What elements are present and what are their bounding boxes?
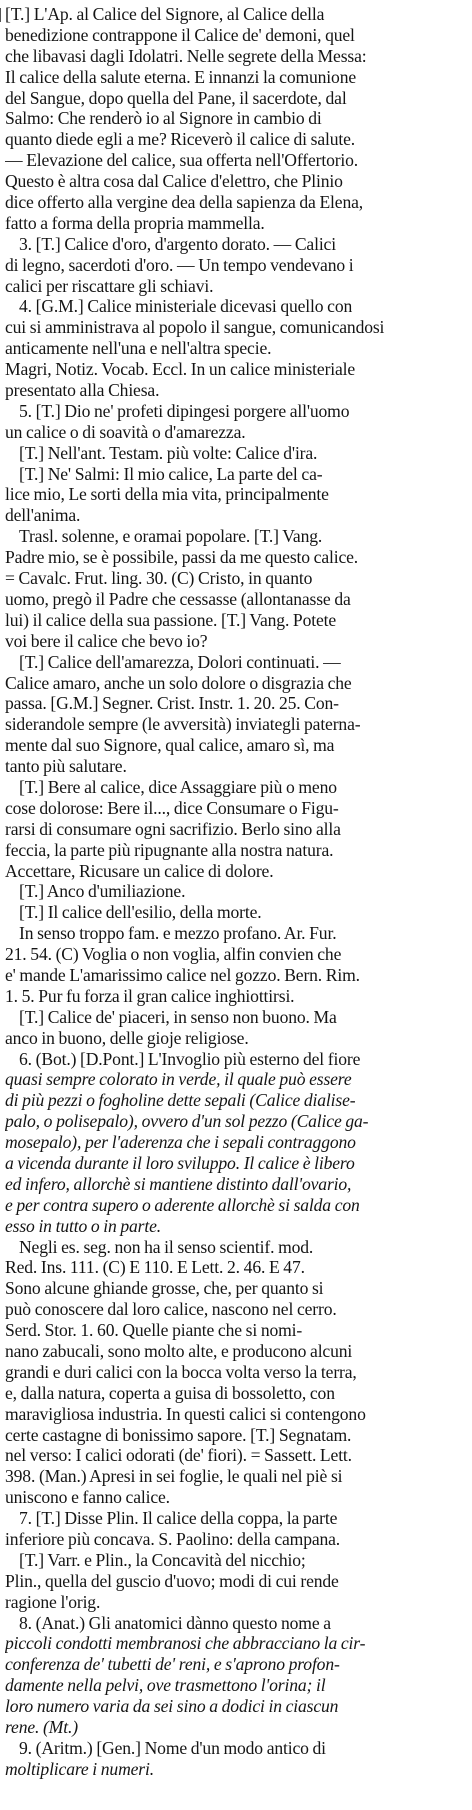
- text-line: lice mio, Le sorti della mia vita, principalmente: [5, 484, 329, 505]
- margin-mark: [0, 8, 1, 22]
- text-line: di legno, sacerdoti d'oro. — Un tempo vendevano i: [5, 254, 354, 275]
- text-line: [T.] L'Ap. al Calice del Signore, al Calice della: [5, 4, 325, 24]
- text-line: del Sangue, dopo quella del Pane, il sacerdote, dal: [5, 87, 347, 108]
- paragraph-p-9: [5, 1738, 468, 1780]
- text-line: feccia, la parte più ripugnante alla nostra natura.: [5, 839, 334, 860]
- text-line: damente nella pelvi, ove trasmettono l'orina; il: [5, 1675, 326, 1696]
- text-line: dell'anima.: [5, 505, 81, 526]
- text-line: maravigliosa industria. In questi calici si contengono: [5, 1403, 366, 1424]
- text-line: Sono alcune ghiande grosse, che, per quanto si: [5, 1278, 324, 1299]
- paragraph-p-8: [5, 1613, 468, 1738]
- text-line: moltiplicare i numeri.: [5, 1758, 154, 1779]
- text-line: 7. [T.] Disse Plin. Il calice della coppa, la parte: [19, 1508, 338, 1529]
- text-line: nano zabucali, sono molto alte, e producono alcuni: [5, 1341, 353, 1361]
- text-line: di più pezzi o fogholine dette sepali (Calice dialise-: [5, 1090, 356, 1111]
- text-line: può conoscere dal loro calice, nascono nel cerro.: [5, 1299, 337, 1320]
- text-line: lui) il calice della sua passione. [T.] Vang. Potete: [5, 609, 337, 630]
- text-line: passa. [G.M.] Segner. Crist. Instr. 1. 20. 25. Con-: [5, 693, 339, 714]
- text-line: cose dolorose: Bere il..., dice Consumare o Figu-: [5, 797, 339, 818]
- text-line: Accettare, Ricusare un calice di dolore.: [5, 860, 274, 881]
- text-line: inferiore più concava. S. Paolino: della campana.: [5, 1529, 341, 1550]
- paragraph-p-amarezza: [5, 652, 468, 777]
- text-line: rene. (Mt.): [5, 1717, 78, 1738]
- text-line: e, dalla natura, coperta a guisa di bossoletto, con: [5, 1382, 335, 1403]
- text-line: [T.] Calice dell'amarezza, Dolori continuati. —: [19, 651, 341, 672]
- text-line: Serd. Stor. 1. 60. Quelle piante che si nomi-: [5, 1320, 303, 1341]
- paragraph-p-3: [5, 234, 468, 297]
- text-line: presentato alla Chiesa.: [5, 380, 160, 401]
- text-line: 21. 54. (C) Voglia o non voglia, alfin convien che: [5, 944, 342, 965]
- text-line: Magri, Notiz. Vocab. Eccl. In un calice ministeriale: [5, 359, 356, 380]
- text-line: uniscono e fanno calice.: [5, 1487, 170, 1508]
- text-line: palo, o polisepalo), ovvero d'un sol pezzo (Calice ga-: [5, 1111, 369, 1132]
- text-line: Red. Ins. 111. (C) E 110. E Lett. 2. 46. E 47.: [5, 1257, 305, 1278]
- text-line: Salmo: Che renderò io al Signore in cambio di: [5, 108, 322, 129]
- text-line: benedizione contrappone il Calice de' demoni, quel: [5, 24, 355, 45]
- text-line: Plin., quella del guscio d'uovo; modi di cui rende: [5, 1570, 339, 1591]
- paragraph-p-negli: [5, 1237, 468, 1509]
- text-line: quasi sempre colorato in verde, il quale può essere: [5, 1069, 352, 1090]
- text-line: anco in buono, delle gioje religiose.: [5, 1027, 249, 1048]
- text-line: 9. (Aritm.) [Gen.] Nome d'un modo antico di: [19, 1737, 326, 1758]
- text-line: siderandole sempre (le avversità) inviategli paterna-: [5, 714, 361, 735]
- paragraph-p-umil: [5, 881, 468, 1048]
- text-line: che libavasi dagli Idolatri. Nelle segrete della Messa:: [5, 45, 367, 66]
- paragraph-p-6: [5, 1049, 468, 1237]
- text-line: In senso troppo fam. e mezzo profano. Ar. Fur.: [19, 923, 337, 944]
- paragraph-p-5: [5, 401, 468, 526]
- text-line: 4. [G.M.] Calice ministeriale dicevasi quello con: [19, 296, 353, 317]
- text-line: Padre mio, se è possibile, passi da me questo calice.: [5, 547, 359, 568]
- text-line: ragione l'orig.: [5, 1591, 101, 1612]
- text-line: Il calice della salute eterna. E innanzi la comunione: [5, 66, 356, 87]
- text-line: rarsi di consumare ogni sacrifizio. Berlo sino alla: [5, 818, 341, 839]
- text-line: esso in tutto o in parte.: [5, 1215, 162, 1236]
- text-line: certe castagne di bonissimo sapore. [T.] Segnatam.: [5, 1424, 352, 1445]
- paragraph-p-trasl: [5, 526, 468, 651]
- text-line: 1. 5. Pur fu forza il gran calice inghiottirsi.: [5, 985, 295, 1006]
- text-line: e' mande L'amarissimo calice nel gozzo. Bern. Rim.: [5, 964, 360, 985]
- text-line: [T.] Il calice dell'esilio, della morte.: [19, 902, 262, 923]
- text-line: loro numero varia da sei sino a dodici in ciascun: [5, 1696, 339, 1717]
- text-line: ed infero, allorchè si mantiene distinto dall'ovario,: [5, 1173, 352, 1194]
- text-line: = Cavalc. Frut. ling. 30. (C) Cristo, in quanto: [5, 568, 313, 589]
- text-line: a vicenda durante il loro sviluppo. Il calice è libero: [5, 1152, 355, 1173]
- text-line: — Elevazione del calice, sua offerta nell'Offertorio.: [5, 150, 359, 171]
- paragraph-p-7: [5, 1508, 468, 1612]
- text-line: conferenza de' tubetti de' reni, e s'aprono profon-: [5, 1654, 340, 1675]
- text-line: nel verso: I calici odorati (de' fiori). = Sassett. Lett.: [5, 1445, 352, 1466]
- text-line: voi bere il calice che bevo io?: [5, 630, 208, 651]
- text-line: Negli es. seg. non ha il senso scientif. mod.: [19, 1236, 314, 1257]
- text-line: [T.] Varr. e Plin., la Concavità del nicchio;: [19, 1549, 306, 1570]
- text-line: 6. (Bot.) [D.Pont.] L'Invoglio più esterno del fiore: [19, 1048, 361, 1069]
- paragraph-p-intro: [5, 4, 468, 234]
- text-line: un calice o di soavità o d'amarezza.: [5, 421, 246, 442]
- paragraph-p-4: [5, 296, 468, 400]
- text-line: piccoli condotti membranosi che abbracciano la cir-: [5, 1633, 366, 1654]
- paragraph-p-bere: [5, 777, 468, 881]
- text-line: calici per riscattare gli schiavi.: [5, 275, 214, 296]
- text-line: quanto diede egli a me? Riceverò il calice di salute.: [5, 129, 356, 150]
- text-line: 3. [T.] Calice d'oro, d'argento dorato. — Calici: [19, 233, 336, 254]
- text-line: 5. [T.] Dio ne' profeti dipingesi porgere all'uomo: [19, 400, 350, 421]
- text-line: [T.] Ne' Salmi: Il mio calice, La parte del ca-: [19, 463, 323, 484]
- text-line: mosepalo), per l'aderenza che i sepali contraggono: [5, 1132, 356, 1153]
- text-line: [T.] Anco d'umiliazione.: [19, 881, 186, 902]
- text-line: 8. (Anat.) Gli anatomici dànno questo nome a: [19, 1612, 331, 1633]
- text-line: Trasl. solenne, e oramai popolare. [T.] Vang.: [19, 526, 323, 547]
- text-line: [T.] Bere al calice, dice Assaggiare più o meno: [19, 776, 337, 797]
- text-line: fatto a forma della propria mammella.: [5, 212, 265, 233]
- text-line: 398. (Man.) Apresi in sei foglie, le quali nel piè si: [5, 1466, 343, 1487]
- text-line: [T.] Calice de' piaceri, in senso non buono. Ma: [19, 1006, 337, 1027]
- text-line: [T.] Nell'ant. Testam. più volte: Calice d'ira.: [19, 442, 318, 463]
- text-line: Questo è altra cosa dal Calice d'elettro, che Plinio: [5, 171, 343, 192]
- text-line: Calice amaro, anche un solo dolore o disgrazia che: [5, 672, 352, 693]
- text-line: e per contra supero o aderente allorchè si salda con: [5, 1194, 360, 1215]
- text-line: mente dal suo Signore, qual calice, amaro sì, ma: [5, 735, 335, 756]
- text-line: dice offerto alla vergine dea della sapienza da Elena,: [5, 192, 363, 213]
- text-line: uomo, pregò il Padre che cessasse (allontanasse da: [5, 588, 351, 609]
- text-line: tanto più salutare.: [5, 756, 127, 777]
- entry-text-body: [5, 4, 468, 1780]
- text-line: anticamente nell'una e nell'altra specie.: [5, 338, 272, 359]
- text-line: cui si amministrava al popolo il sangue, comunicandosi: [5, 317, 385, 338]
- text-line: grandi e duri calici con la bocca volta verso la terra,: [5, 1361, 357, 1382]
